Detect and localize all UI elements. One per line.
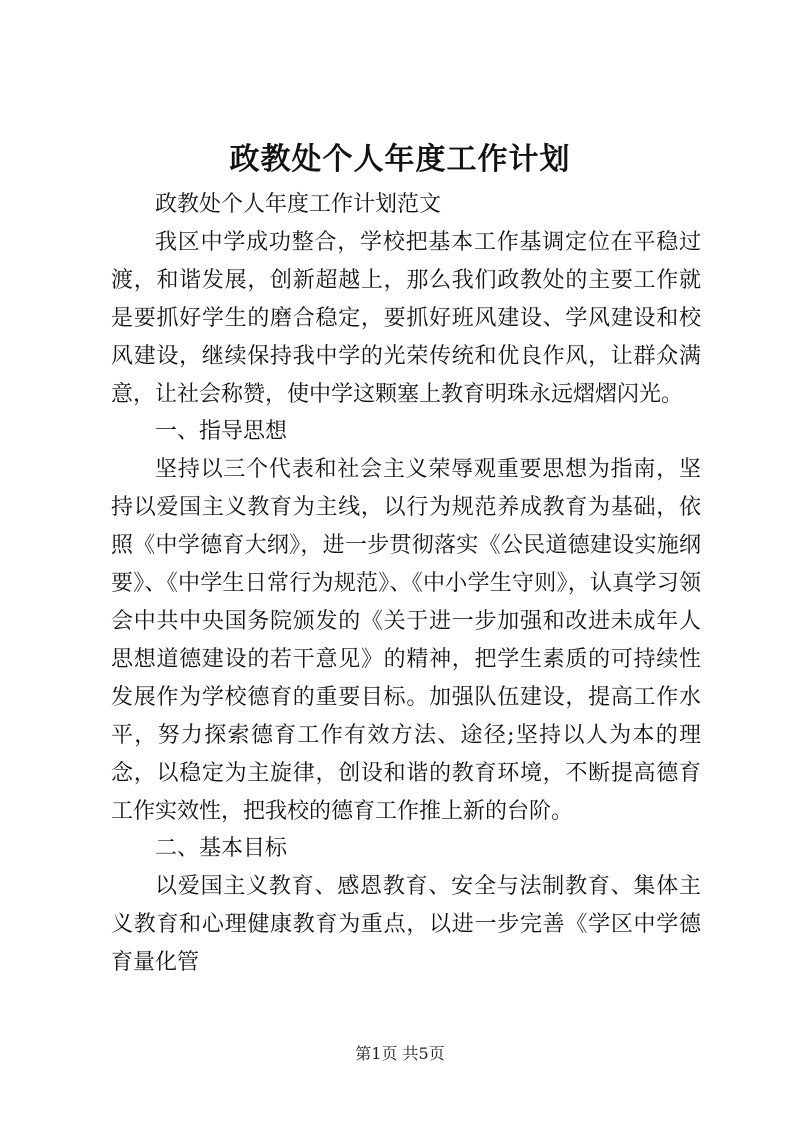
page-footer: 第1页 共5页	[355, 1044, 445, 1063]
paragraph-guiding-ideology: 坚持以三个代表和社会主义荣辱观重要思想为指南，坚持以爱国主义教育为主线，以行为规范养成教育为基础，依照《中学德育大纲》，进一步贯彻落实《公民道德建设实施纲要》、《中学生日常行为规范》、《中小学生守则》，认真学习领会中共中央国务院颁发的《关于进一步加强和改进未成年人思想道德建设的若干意见》的精神，把学生素质的可持续性发展作为学校德育的重要目标。加强队伍建设，提高工作水平，努力探索德育工作有效方法、途径;坚持以人为本的理念，以稳定为主旋律，创设和谐的教育环境，不断提高德育工作实效性，把我校的德育工作推上新的台阶。	[111, 457, 701, 824]
paragraph-basic-goals: 以爱国主义教育、感恩教育、安全与法制教育、集体主义教育和心理健康教育为重点，以进一步完善《学区中学德育量化管	[111, 874, 701, 976]
heading-basic-goals: 二、基本目标	[155, 836, 288, 862]
document-title: 政教处个人年度工作计划	[229, 142, 571, 177]
paragraph-subtitle: 政教处个人年度工作计划范文	[155, 192, 442, 217]
heading-guiding-ideology: 一、指导思想	[155, 419, 288, 445]
paragraph-intro: 我区中学成功整合，学校把基本工作基调定位在平稳过渡，和谐发展，创新超越上，那么我们政教处的主要工作就是要抓好学生的磨合稳定，要抓好班风建设、学风建设和校风建设，继续保持我中学的光荣传统和优良作风，让群众满意，让社会称赞，使中学这颗塞上教育明珠永远熠熠闪光。	[111, 229, 701, 407]
document-body	[111, 186, 701, 982]
